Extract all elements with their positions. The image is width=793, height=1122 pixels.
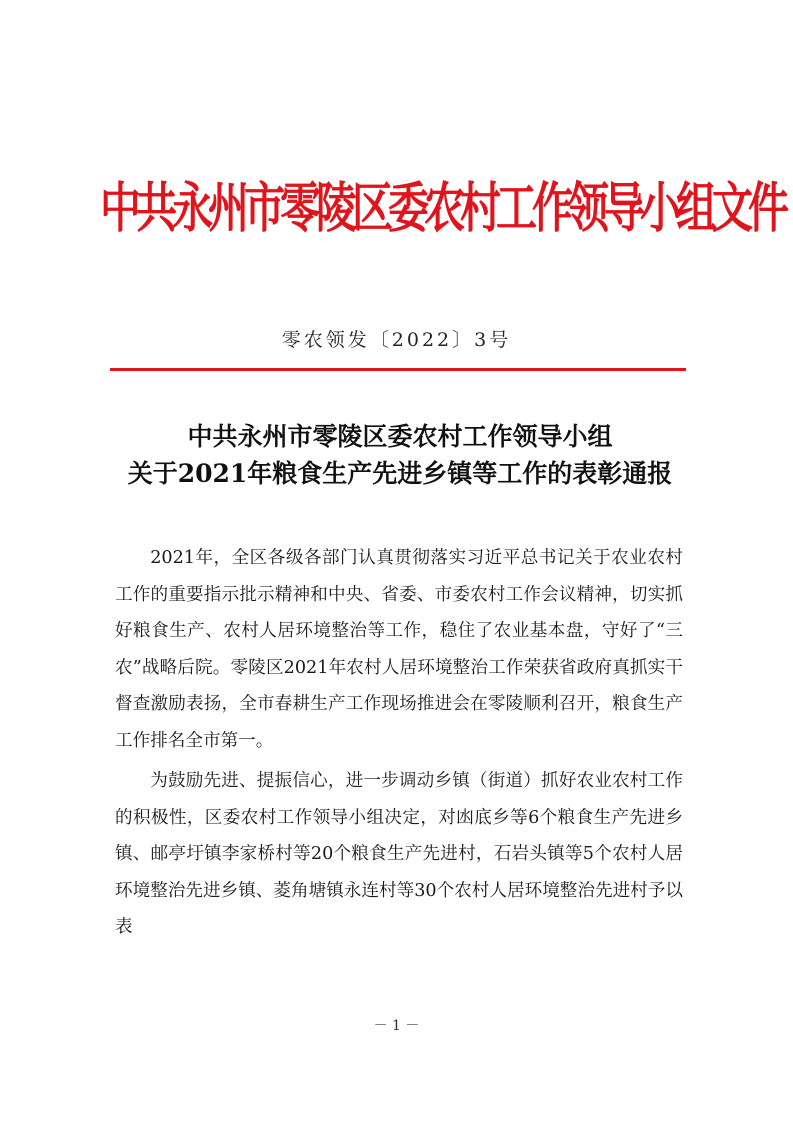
red-header-title: 中共永州市零陵区委农村工作领导小组文件 [100, 176, 784, 240]
notice-title-line-2: 关于2021年粮食生产先进乡镇等工作的表彰通报 [127, 459, 673, 488]
body-paragraph-1: 2021年，全区各级各部门认真贯彻落实习近平总书记关于农业农村工作的重要指示批示精神和中央、省委、市委农村工作会议精神，切实抓好粮食生产、农村人居环境整治等工作，稳住了农业基本盘，守好了“三农”战略后院。零陵区2021年农村人居环境整治工作荣获省政府真抓实干督查激励表扬，全市春耕生产工作现场推进会在零陵顺利召开，粮食生产工作排名全市第一。 [115, 548, 683, 751]
red-divider-line [110, 368, 686, 371]
notice-title-line-1: 中共永州市零陵区委农村工作领导小组 [187, 422, 613, 451]
notice-title [90, 418, 710, 492]
page-number: － 1 － [373, 1018, 420, 1034]
document-number: 零农领发〔2022〕3号 [281, 329, 512, 351]
body-paragraph-2: 为鼓励先进、提振信心，进一步调动乡镇（街道）抓好农业农村工作的积极性，区委农村工作领导小组决定，对凼底乡等6个粮食生产先进乡镇、邮亭圩镇李家桥村等20个粮食生产先进村，石岩头镇等5个农村人居环境整治先进乡镇、菱角塘镇永连村等30个农村人居环境整治先进村予以表 [115, 771, 683, 937]
body-text [115, 540, 683, 950]
